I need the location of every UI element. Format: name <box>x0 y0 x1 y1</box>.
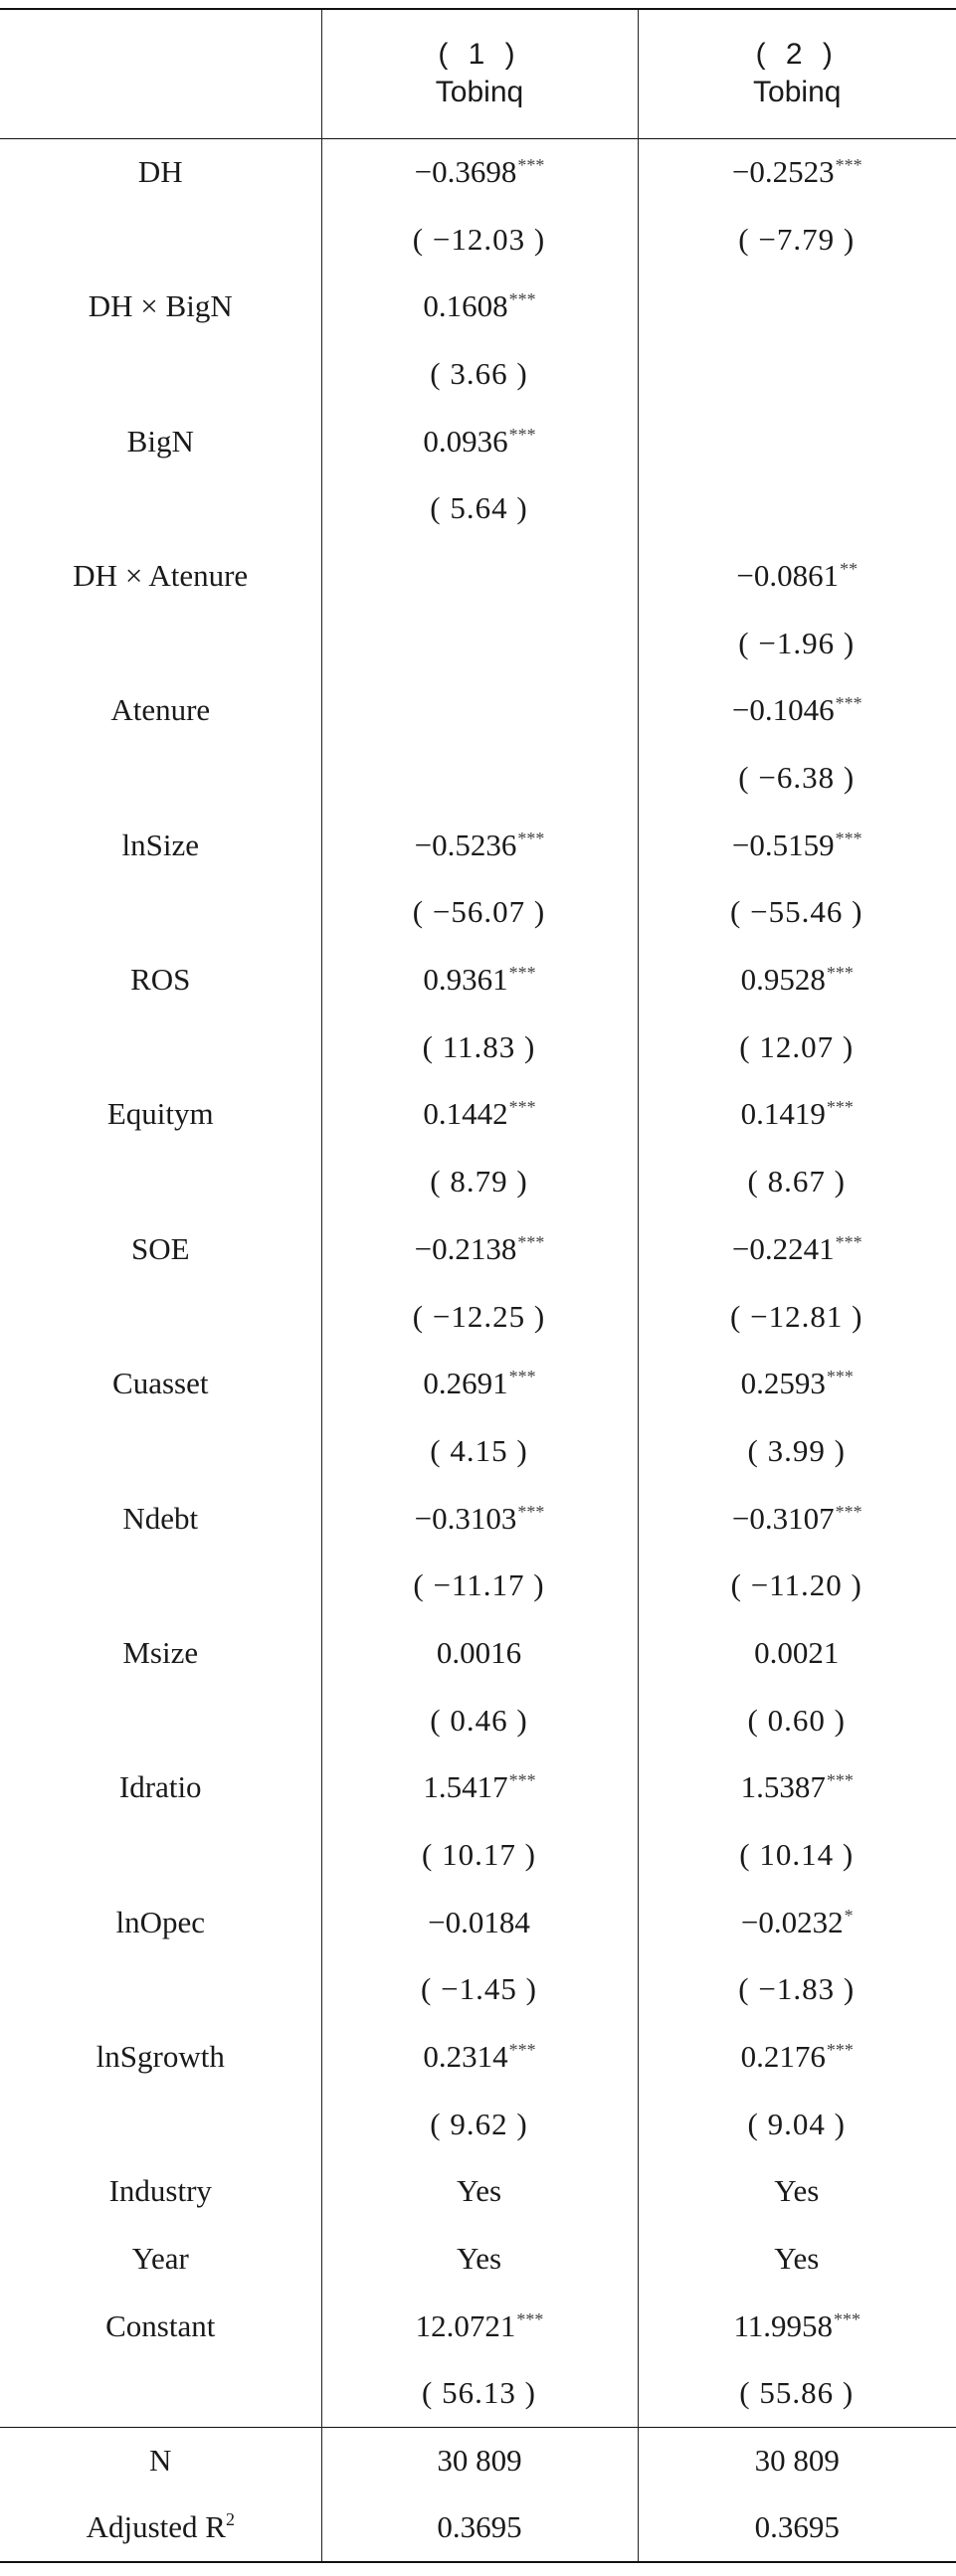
significance-stars: *** <box>835 828 862 848</box>
cell-col-1 <box>321 2091 638 2158</box>
cell-value: −0.0184 <box>428 1904 530 1939</box>
cell-value: ( 5.64 ) <box>430 490 528 526</box>
cell-col-2 <box>638 812 956 879</box>
cell-col-1: 0.3695 <box>321 2494 638 2562</box>
row-label <box>0 1821 321 1889</box>
cell-col-2 <box>638 2023 956 2091</box>
r2-superscript: 2 <box>225 2509 235 2530</box>
cell-value: 0.1442 <box>423 1096 508 1132</box>
table-row-adjusted-r2 <box>0 2494 956 2562</box>
cell-value: ( 56.13 ) <box>422 2375 536 2411</box>
cell-value: 0.0021 <box>754 1634 840 1670</box>
cell-col-1 <box>321 879 638 947</box>
header-column-1 <box>321 9 638 138</box>
cell-value: 0.0016 <box>436 1634 522 1670</box>
cell-value: ( −55.46 ) <box>730 894 863 930</box>
cell-col-1 <box>321 340 638 408</box>
cell-value: ( 11.83 ) <box>422 1028 536 1064</box>
cell-col-1 <box>321 2158 638 2226</box>
cell-col-2 <box>638 542 956 610</box>
significance-stars: *** <box>826 1367 854 1387</box>
cell-value: −0.5159 <box>731 827 835 862</box>
row-label <box>0 1687 321 1754</box>
row-label: Cuasset <box>112 1366 209 1401</box>
cell-value: ( 10.14 ) <box>739 1837 855 1873</box>
row-label: BigN <box>126 423 194 459</box>
table-row <box>0 879 956 947</box>
column-number: ( 2 ) <box>755 38 839 72</box>
cell-col-1 <box>321 1687 638 1754</box>
cell-value: ( −12.03 ) <box>412 221 546 257</box>
cell-value: ( 9.04 ) <box>747 2106 846 2141</box>
cell-value: ( 8.79 ) <box>430 1164 528 1199</box>
cell-col-2 <box>638 2158 956 2226</box>
header-row <box>0 9 956 138</box>
row-label: N <box>149 2443 172 2479</box>
cell-value: ( 3.99 ) <box>747 1432 846 1468</box>
table-row <box>0 1485 956 1553</box>
row-label <box>0 2091 321 2158</box>
cell-value: −0.3103 <box>414 1500 517 1536</box>
row-label <box>0 879 321 947</box>
cell-col-2 <box>638 340 956 408</box>
significance-stars: *** <box>826 2040 854 2061</box>
cell-col-2 <box>638 1417 956 1485</box>
row-label: Ndebt <box>122 1500 199 1536</box>
cell-col-2 <box>638 1619 956 1687</box>
table-row <box>0 1552 956 1619</box>
cell-col-2 <box>638 1350 956 1417</box>
table-row <box>0 610 956 677</box>
significance-stars: *** <box>834 2308 861 2329</box>
cell-col-1 <box>321 946 638 1013</box>
table-row <box>0 812 956 879</box>
row-label: Atenure <box>110 692 211 728</box>
cell-col-2 <box>638 2225 956 2293</box>
significance-stars: *** <box>826 1770 854 1791</box>
cell-col-2 <box>638 273 956 340</box>
row-label: Idratio <box>118 1769 202 1805</box>
cell-col-2 <box>638 1283 956 1351</box>
cell-col-2 <box>638 2091 956 2158</box>
cell-value: ( −1.96 ) <box>738 625 856 660</box>
table-row-n <box>0 2427 956 2494</box>
cell-col-1 <box>321 408 638 475</box>
cell-value: −0.0861 <box>736 557 840 593</box>
cell-value: −0.1046 <box>731 692 835 728</box>
cell-value: ( 55.86 ) <box>739 2375 855 2411</box>
cell-value: 0.2314 <box>423 2039 508 2075</box>
cell-value: ( −12.81 ) <box>730 1298 863 1334</box>
row-label <box>0 1148 321 1215</box>
significance-stars: *** <box>508 2040 536 2061</box>
significance-stars: *** <box>835 1501 862 1522</box>
table-row <box>0 1215 956 1283</box>
row-label: Year <box>131 2241 189 2277</box>
significance-stars: *** <box>835 155 862 176</box>
cell-col-1 <box>321 2225 638 2293</box>
significance-stars: *** <box>517 155 545 176</box>
cell-col-1 <box>321 1821 638 1889</box>
cell-value: 0.1608 <box>423 288 508 324</box>
cell-col-1 <box>321 1956 638 2024</box>
row-label: DH × Atenure <box>73 557 249 593</box>
cell-col-1 <box>321 1552 638 1619</box>
table-row <box>0 206 956 274</box>
cell-col-2 <box>638 1754 956 1822</box>
cell-value: ( −11.17 ) <box>413 1567 545 1603</box>
table-row <box>0 1956 956 2024</box>
cell-col-2 <box>638 206 956 274</box>
header-label-cell <box>0 9 321 138</box>
table-row <box>0 2158 956 2226</box>
row-label: SOE <box>130 1230 190 1266</box>
significance-stars: *** <box>517 1501 545 1522</box>
table-row <box>0 2225 956 2293</box>
row-label: ROS <box>130 962 191 998</box>
cell-value: 12.0721 <box>415 2307 516 2343</box>
table-row <box>0 542 956 610</box>
table-row <box>0 273 956 340</box>
table-row <box>0 1619 956 1687</box>
significance-stars: *** <box>826 1097 854 1118</box>
row-label <box>0 474 321 542</box>
cell-value: −0.2138 <box>414 1230 517 1266</box>
row-label: Industry <box>108 2173 212 2209</box>
cell-value: 0.2176 <box>740 2039 826 2075</box>
cell-col-1: 30 809 <box>321 2427 638 2494</box>
row-label <box>0 1283 321 1351</box>
cell-col-2 <box>638 474 956 542</box>
cell-col-2 <box>638 1552 956 1619</box>
cell-value: ( −1.45 ) <box>421 1971 537 2007</box>
row-label <box>0 206 321 274</box>
significance-stars: *** <box>508 1770 536 1791</box>
cell-col-2 <box>638 2293 956 2360</box>
cell-col-2 <box>638 1013 956 1081</box>
cell-col-1 <box>321 1148 638 1215</box>
cell-value: 0.1419 <box>740 1096 826 1132</box>
cell-col-1 <box>321 744 638 812</box>
row-label <box>0 2360 321 2428</box>
cell-col-2 <box>638 2360 956 2428</box>
row-label <box>0 610 321 677</box>
cell-col-1 <box>321 1350 638 1417</box>
table-row <box>0 2360 956 2428</box>
row-label: Msize <box>122 1634 199 1670</box>
regression-table <box>0 8 956 2563</box>
row-label: DH × BigN <box>88 288 233 324</box>
significance-stars: ** <box>840 558 859 579</box>
table-row <box>0 1754 956 1822</box>
cell-col-2 <box>638 138 956 206</box>
cell-col-1 <box>321 1081 638 1149</box>
column-number: ( 1 ) <box>438 38 521 72</box>
table-row <box>0 1148 956 1215</box>
row-label <box>0 1552 321 1619</box>
cell-col-2 <box>638 1821 956 1889</box>
row-label <box>0 340 321 408</box>
cell-col-1 <box>321 1283 638 1351</box>
cell-value: Yes <box>456 2173 502 2209</box>
cell-value: ( −11.20 ) <box>730 1567 862 1603</box>
significance-stars: * <box>844 1905 854 1926</box>
cell-col-1 <box>321 206 638 274</box>
cell-value: −0.3107 <box>731 1500 835 1536</box>
cell-value: −0.0232 <box>740 1904 844 1939</box>
row-label: DH <box>137 154 183 190</box>
cell-value: −0.3698 <box>414 154 517 190</box>
cell-value: 11.9958 <box>733 2307 834 2343</box>
cell-col-1 <box>321 1754 638 1822</box>
cell-col-1 <box>321 542 638 610</box>
cell-value: ( 3.66 ) <box>430 355 528 391</box>
cell-col-2 <box>638 1215 956 1283</box>
table-row <box>0 1350 956 1417</box>
cell-value: Yes <box>774 2173 820 2209</box>
table-row <box>0 1417 956 1485</box>
cell-col-2 <box>638 1687 956 1754</box>
table-row <box>0 1687 956 1754</box>
cell-value: ( 10.17 ) <box>422 1837 536 1873</box>
table-row <box>0 2091 956 2158</box>
table-row <box>0 1081 956 1149</box>
cell-col-2: 30 809 <box>638 2427 956 2494</box>
cell-col-1 <box>321 138 638 206</box>
cell-col-2 <box>638 1889 956 1956</box>
cell-col-2 <box>638 946 956 1013</box>
table-row <box>0 946 956 1013</box>
cell-value: 0.9528 <box>740 962 826 998</box>
table-row <box>0 138 956 206</box>
cell-col-2 <box>638 1081 956 1149</box>
row-label: Constant <box>105 2307 216 2343</box>
cell-col-1 <box>321 2360 638 2428</box>
row-label <box>0 744 321 812</box>
dependent-variable: Tobinq <box>753 76 842 109</box>
significance-stars: *** <box>835 1231 862 1252</box>
significance-stars: *** <box>508 963 536 984</box>
row-label: Equitym <box>106 1096 214 1132</box>
significance-stars: *** <box>517 1231 545 1252</box>
table-row <box>0 474 956 542</box>
cell-value: ( 8.67 ) <box>747 1164 846 1199</box>
cell-col-1 <box>321 812 638 879</box>
cell-value: ( −6.38 ) <box>738 760 856 796</box>
row-label <box>0 1956 321 2024</box>
cell-col-1 <box>321 1013 638 1081</box>
cell-value: ( −12.25 ) <box>412 1298 546 1334</box>
table-row <box>0 744 956 812</box>
significance-stars: *** <box>826 963 854 984</box>
significance-stars: *** <box>508 289 536 310</box>
row-label: lnSgrowth <box>96 2039 225 2075</box>
cell-col-2 <box>638 408 956 475</box>
cell-col-1 <box>321 2293 638 2360</box>
table-header <box>0 9 956 138</box>
row-label <box>0 2494 321 2562</box>
cell-value: ( −56.07 ) <box>412 894 546 930</box>
dependent-variable: Tobinq <box>435 76 524 109</box>
cell-value: ( 0.60 ) <box>747 1702 846 1738</box>
table-row <box>0 340 956 408</box>
cell-value: 0.9361 <box>423 962 508 998</box>
cell-value: ( 9.62 ) <box>430 2106 528 2141</box>
header-column-2 <box>638 9 956 138</box>
cell-col-1 <box>321 273 638 340</box>
cell-value: ( 4.15 ) <box>430 1432 528 1468</box>
table-row <box>0 2293 956 2360</box>
significance-stars: *** <box>517 828 545 848</box>
row-label <box>0 1417 321 1485</box>
cell-col-2 <box>638 1485 956 1553</box>
cell-col-1 <box>321 474 638 542</box>
cell-value: ( −1.83 ) <box>738 1971 856 2007</box>
significance-stars: *** <box>835 693 862 714</box>
significance-stars: *** <box>508 424 536 445</box>
cell-value: −0.2523 <box>731 154 835 190</box>
cell-col-2 <box>638 677 956 745</box>
row-label <box>0 1013 321 1081</box>
cell-col-1 <box>321 1889 638 1956</box>
cell-value: 1.5417 <box>423 1769 508 1805</box>
cell-col-2: 0.3695 <box>638 2494 956 2562</box>
cell-col-1 <box>321 1417 638 1485</box>
row-label: lnSize <box>121 827 199 862</box>
table-row <box>0 1889 956 1956</box>
cell-col-2 <box>638 1956 956 2024</box>
cell-value: Yes <box>456 2241 502 2277</box>
cell-value: 0.0936 <box>423 423 508 459</box>
r2-label-text: Adjusted R <box>86 2509 226 2545</box>
significance-stars: *** <box>508 1367 536 1387</box>
cell-value: ( 0.46 ) <box>430 1702 528 1738</box>
cell-col-1 <box>321 610 638 677</box>
cell-col-2 <box>638 1148 956 1215</box>
table-row <box>0 1013 956 1081</box>
table-row <box>0 2023 956 2091</box>
row-label: lnOpec <box>115 1904 206 1939</box>
cell-col-1 <box>321 1485 638 1553</box>
cell-col-2 <box>638 879 956 947</box>
cell-col-1 <box>321 2023 638 2091</box>
cell-col-1 <box>321 1215 638 1283</box>
significance-stars: *** <box>516 2308 544 2329</box>
cell-value: −0.2241 <box>731 1230 835 1266</box>
cell-col-2 <box>638 610 956 677</box>
cell-value: Yes <box>774 2241 820 2277</box>
table-row <box>0 408 956 475</box>
table-row <box>0 677 956 745</box>
coefficients-body <box>0 138 956 2427</box>
significance-stars: *** <box>508 1097 536 1118</box>
cell-col-1 <box>321 677 638 745</box>
cell-value: 0.2593 <box>740 1366 826 1401</box>
table-row <box>0 1821 956 1889</box>
table-row <box>0 1283 956 1351</box>
cell-value: ( 12.07 ) <box>739 1028 855 1064</box>
cell-col-2 <box>638 744 956 812</box>
cell-value: 0.2691 <box>423 1366 508 1401</box>
cell-value: ( −7.79 ) <box>738 221 856 257</box>
cell-col-1 <box>321 1619 638 1687</box>
cell-value: −0.5236 <box>414 827 517 862</box>
cell-value: 1.5387 <box>740 1769 826 1805</box>
statistics-body <box>0 2427 956 2561</box>
